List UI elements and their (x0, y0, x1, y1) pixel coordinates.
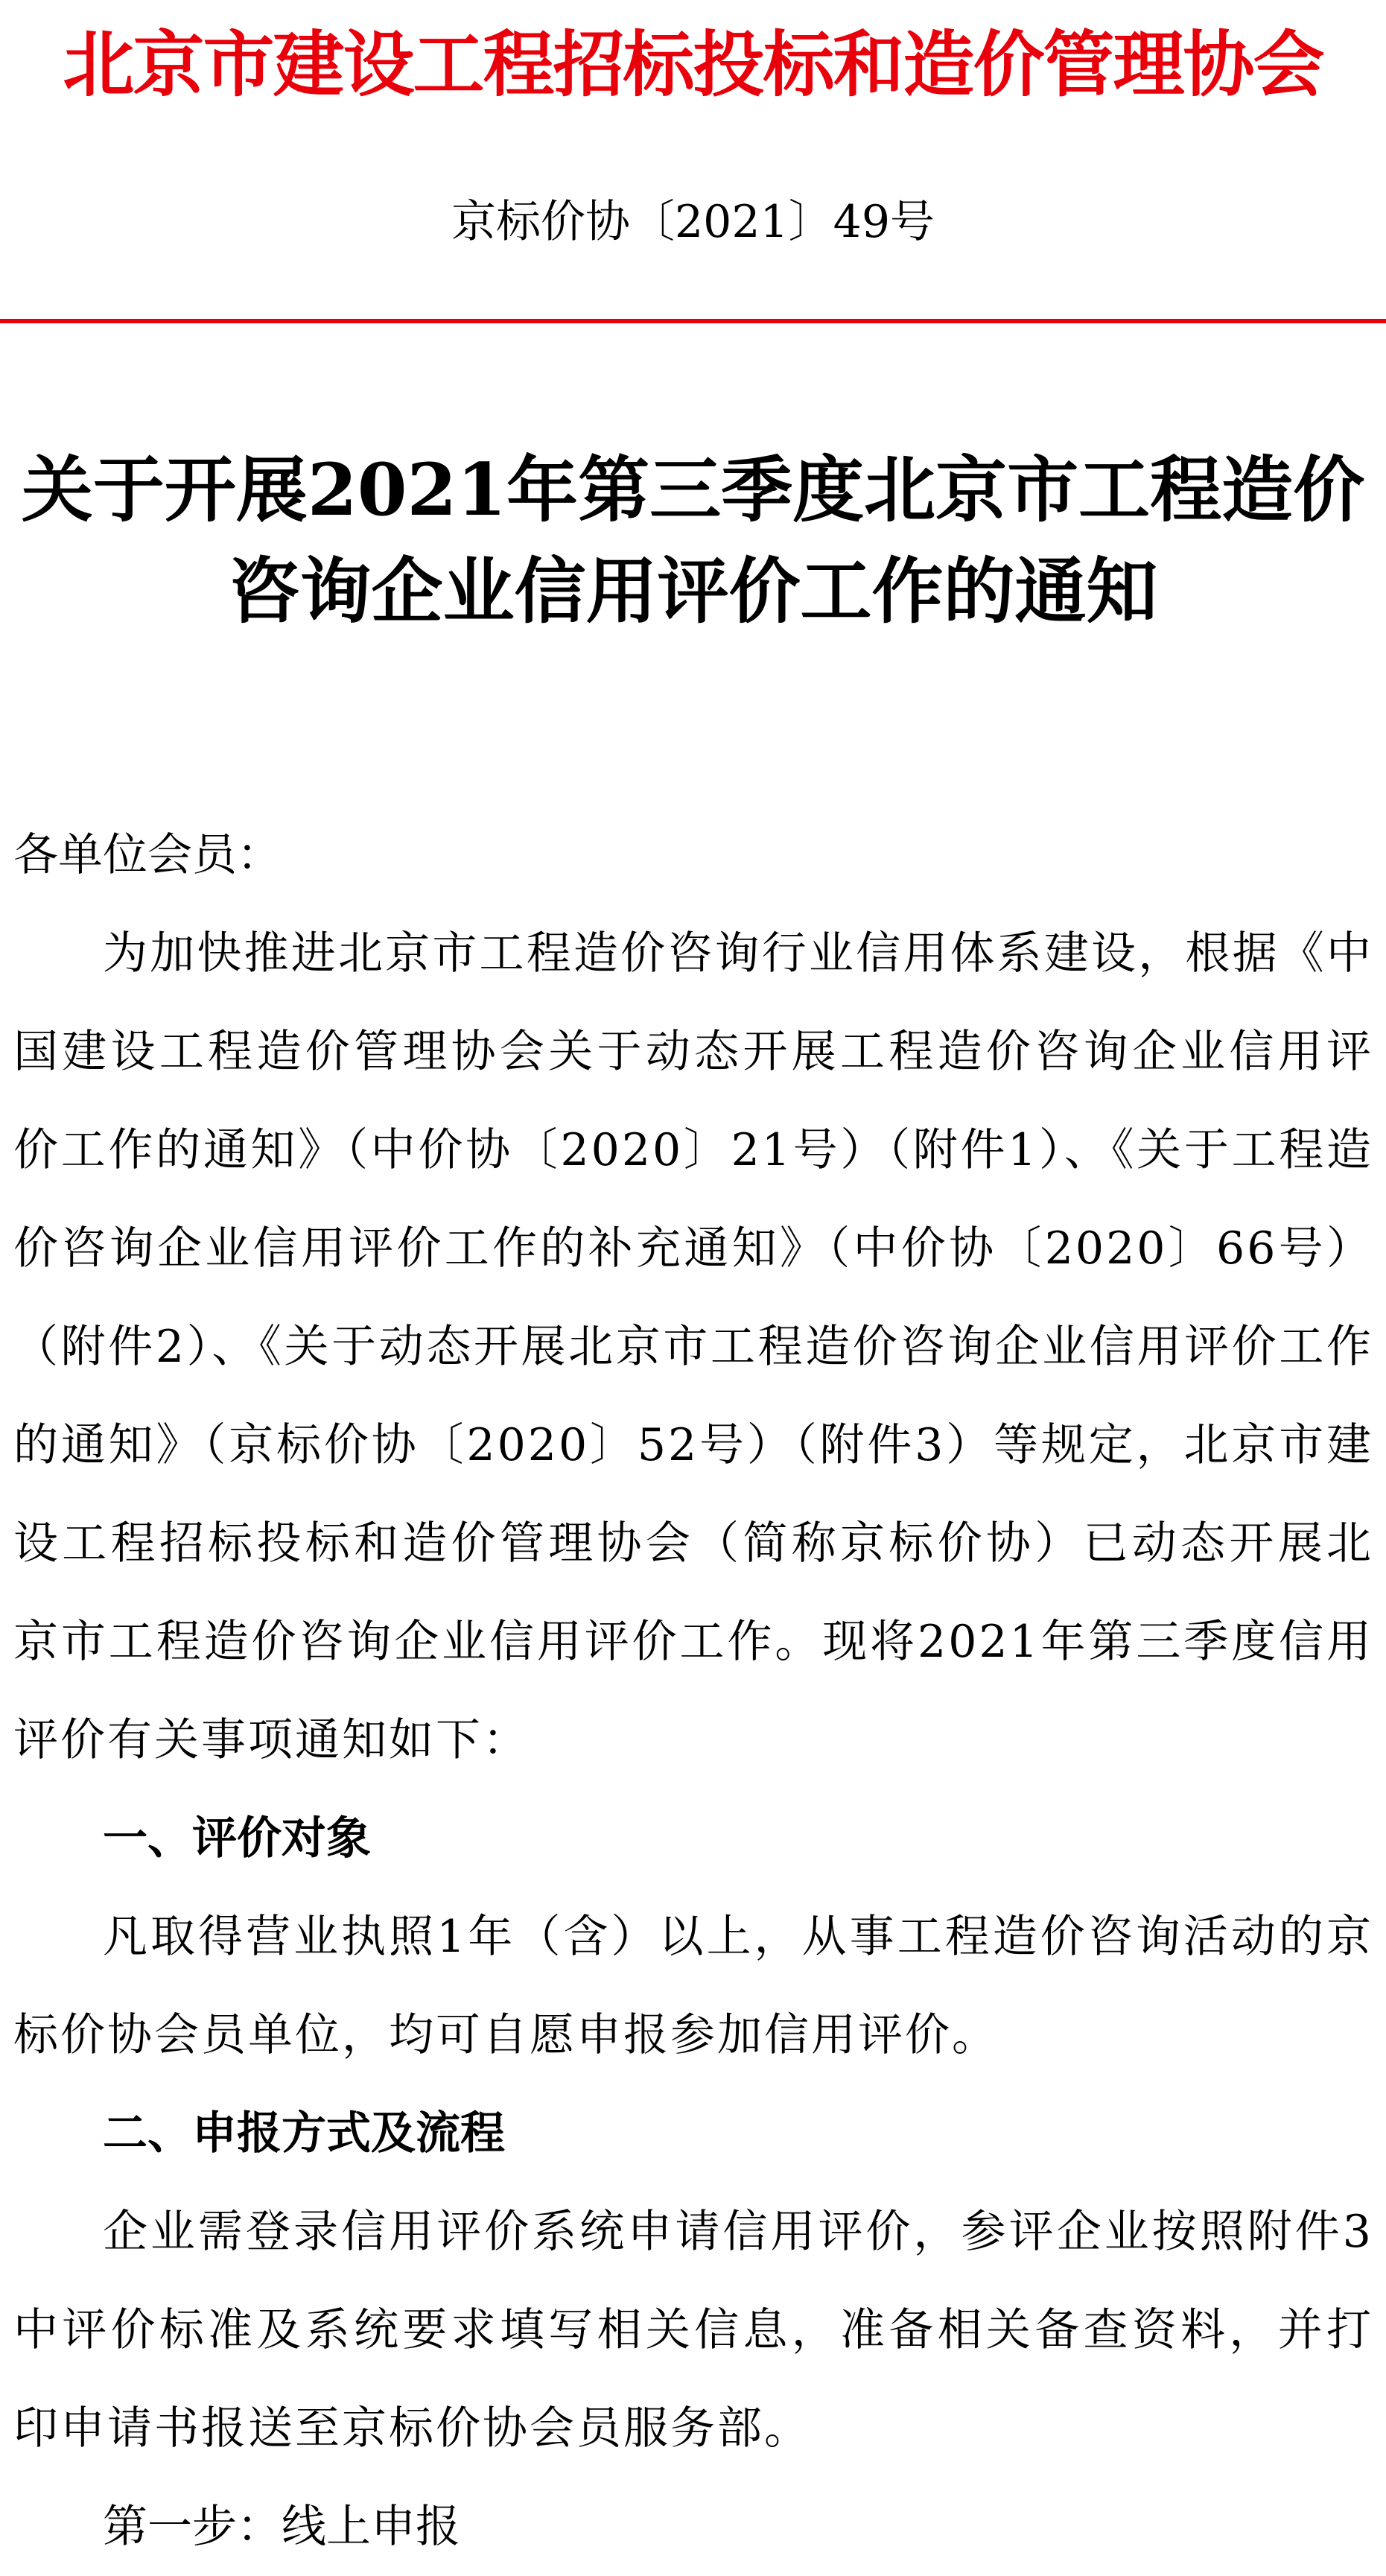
step-1-heading: 第一步：线上申报 (103, 2501, 460, 2553)
intro-paragraph: 为加快推进北京市工程造价咨询行业信用体系建设，根据《中国建设工程造价管理协会关于动态开展工程造价咨询企业信用评价工作的通知》（中价协〔2020〕21号）（附件1）、《关于工程造价咨询企业信用评价工作的补充通知》（中价协〔2020〕66号）（附件2）、《关于动态开展北京市工程造价咨询企业信用评价工作的通知》（京标价协〔2020〕52号）（附件3）等规定，北京市建设工程招标投标和造价管理协会（简称京标价协）已动态开展北京市工程造价咨询企业信用评价工作。现将2021年第三季度信用评价有关事项通知如下： (13, 927, 1373, 1766)
notice-title (0, 440, 1386, 642)
section-1-heading: 一、评价对象 (103, 1812, 371, 1865)
header-divider (0, 319, 1386, 323)
document-number: 京标价协〔2021〕49号 (451, 196, 935, 248)
section-2-text: 企业需登录信用评价系统申请信用评价，参评企业按照附件3中评价标准及系统要求填写相关信息，准备相关备查资料，并打印申请书报送至京标价协会员服务部。 (13, 2206, 1373, 2455)
salutation: 各单位会员： (13, 829, 282, 881)
section-1-text: 凡取得营业执照1年（含）以上，从事工程造价咨询活动的京标价协会员单位，均可自愿申报参加信用评价。 (13, 1911, 1373, 2061)
title-line-1: 关于开展2021年第三季度北京市工程造价 (21, 448, 1365, 532)
notice-body (13, 806, 1373, 2576)
title-line-2: 咨询企业信用评价工作的通知 (228, 549, 1158, 633)
organization-header: 北京市建设工程招标投标和造价管理协会 (63, 22, 1323, 107)
section-2-heading: 二、申报方式及流程 (103, 2107, 505, 2160)
